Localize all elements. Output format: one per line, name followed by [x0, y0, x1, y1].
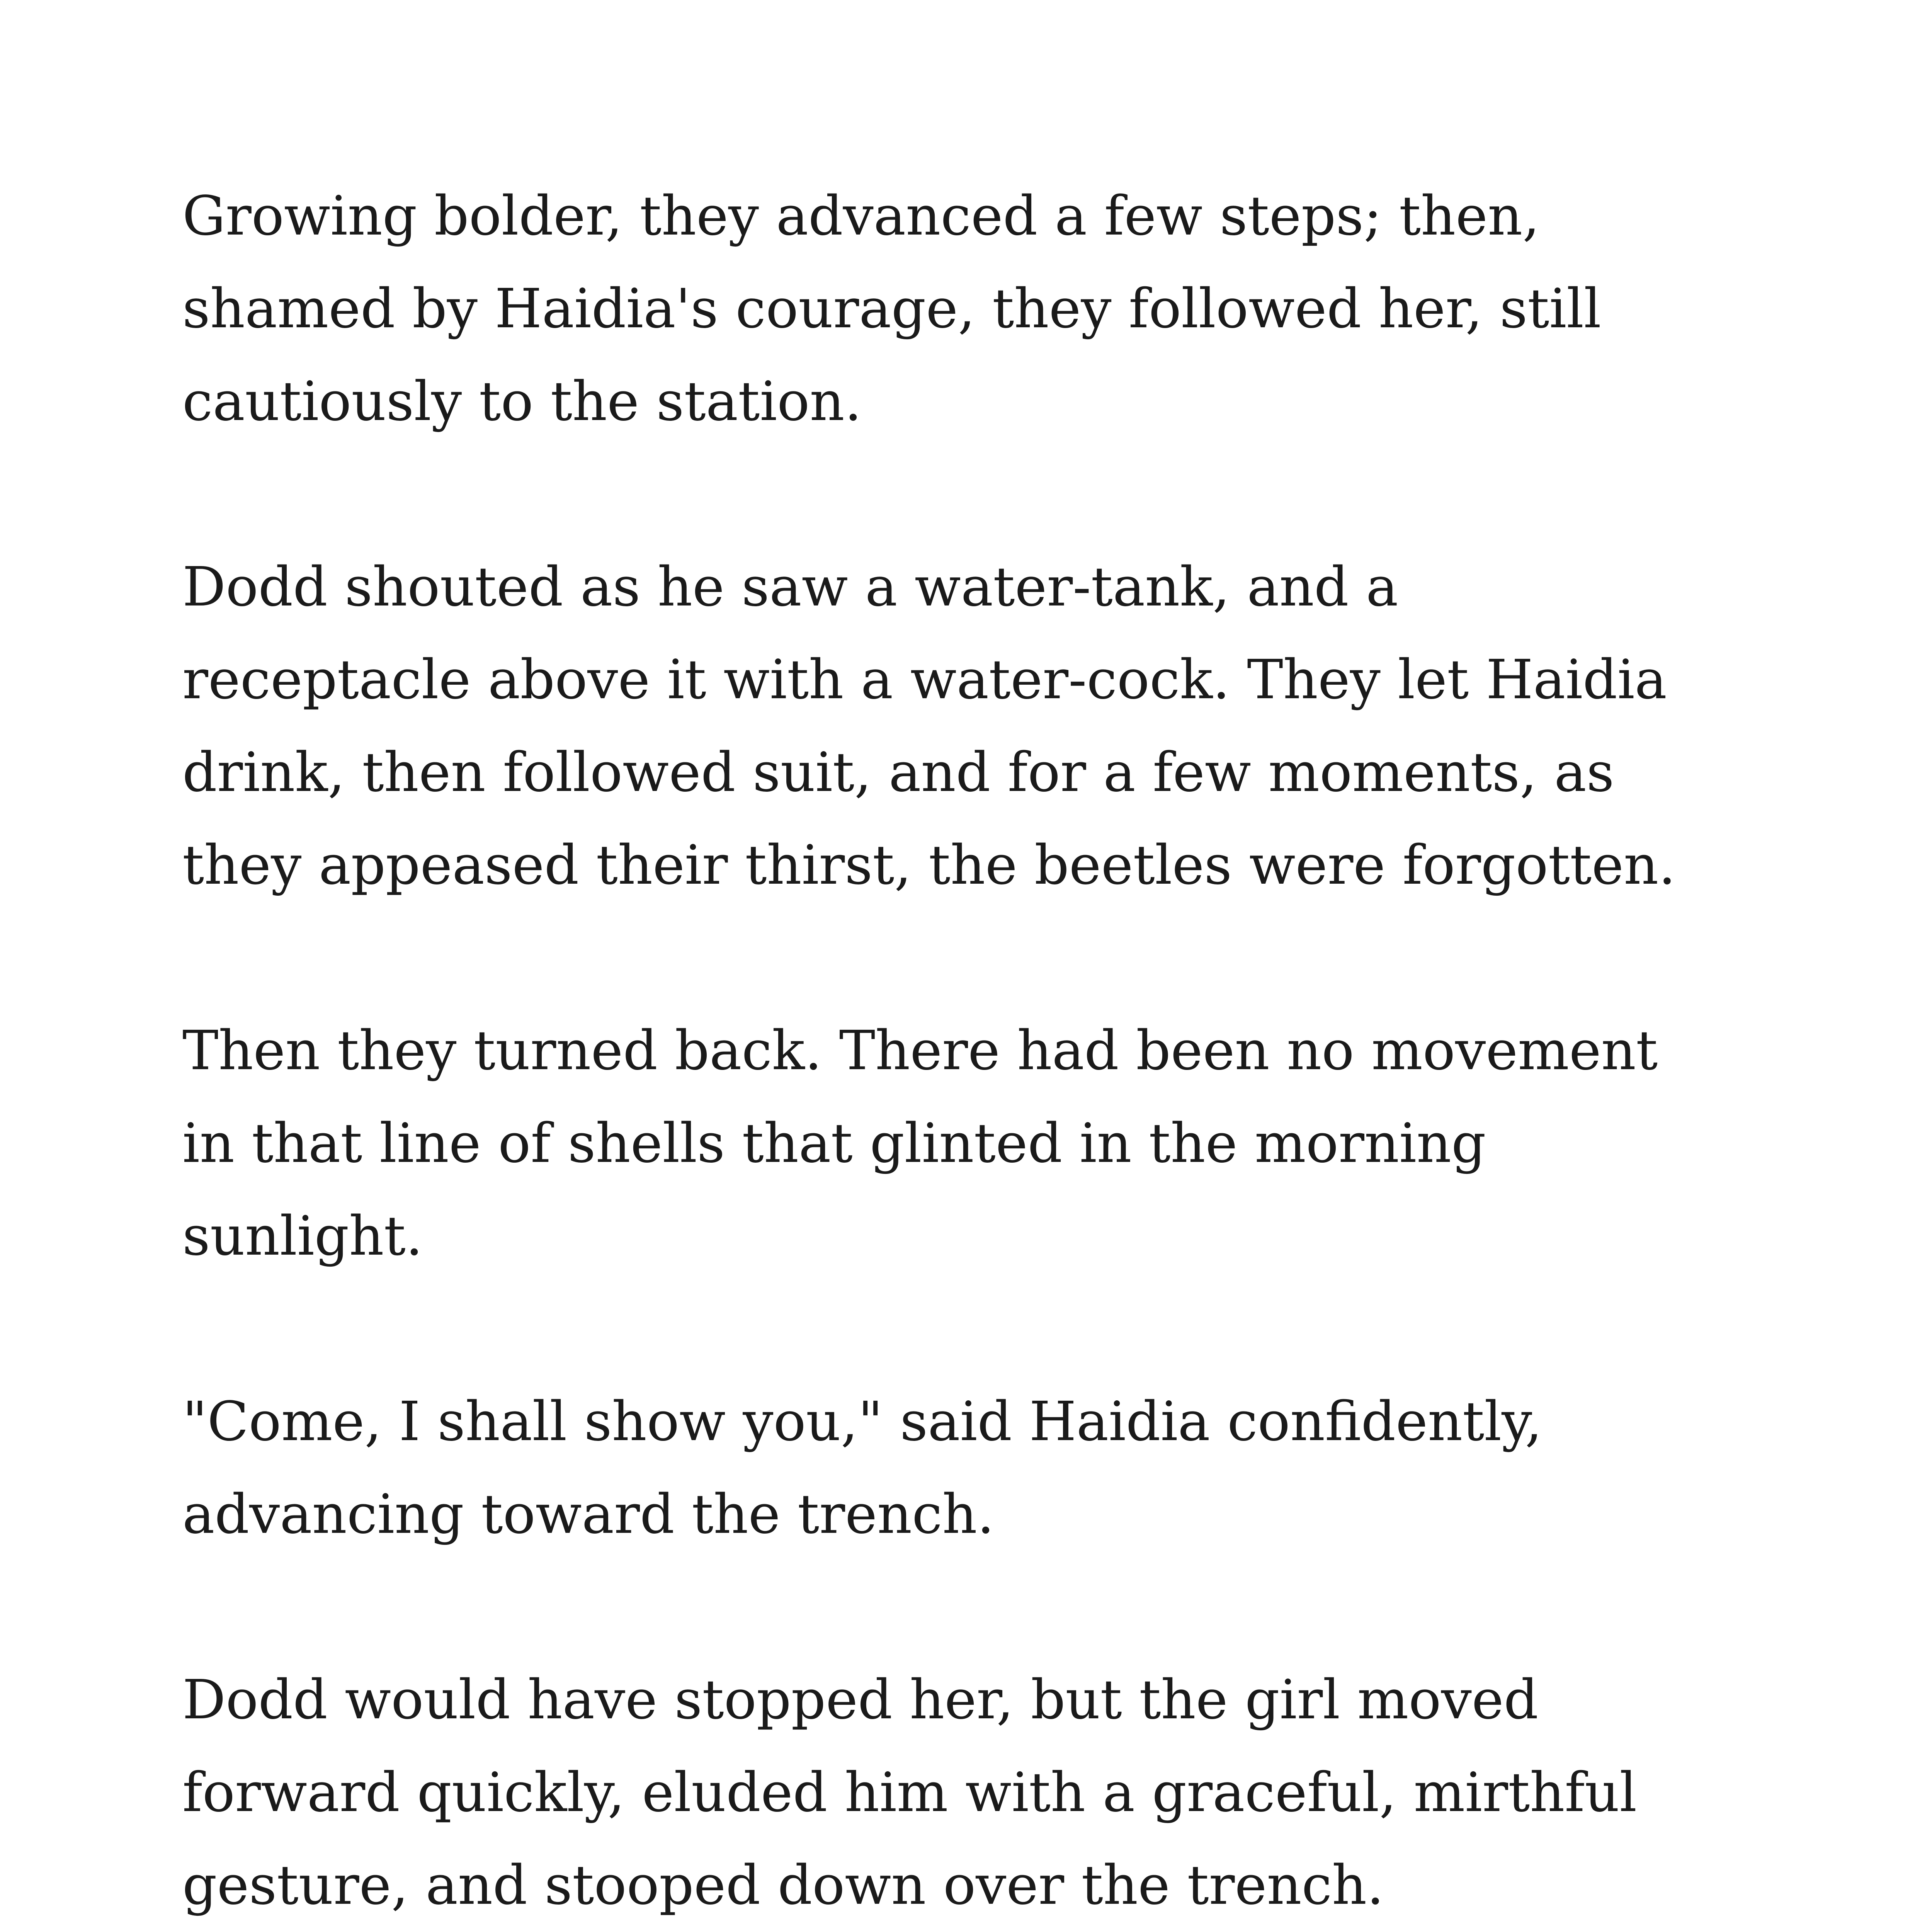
text-line: Then they turned back. There had been no movement [182, 1019, 1658, 1082]
text-line: Dodd shouted as he saw a water-tank, and a [182, 556, 1398, 619]
text-line: "Come, I shall show you," said Haidia confidently, [182, 1390, 1543, 1453]
text-line: receptacle above it with a water-cock. They let Haidia [182, 648, 1667, 711]
paragraph [182, 1376, 1844, 1561]
text-line: gesture, and stooped down over the trench. [182, 1854, 1384, 1917]
text-line: forward quickly, eluded him with a graceful, mirthful [182, 1761, 1637, 1824]
paragraph [182, 1005, 1844, 1283]
paragraph [182, 1654, 1844, 1932]
text-line: Dodd would have stopped her, but the girl moved [182, 1668, 1539, 1731]
paragraph [182, 541, 1844, 912]
paragraph [182, 170, 1844, 448]
text-line: sunlight. [182, 1205, 423, 1268]
text-line: shamed by Haidia's courage, they followed her, still [182, 277, 1601, 340]
body-text [182, 170, 1844, 1932]
text-line: cautiously to the station. [182, 370, 862, 433]
text-line: Growing bolder, they advanced a few steps; then, [182, 185, 1540, 248]
text-line: in that line of shells that glinted in the morning [182, 1112, 1486, 1175]
text-line: drink, then followed suit, and for a few moments, as [182, 741, 1614, 804]
text-line: advancing toward the trench. [182, 1483, 995, 1546]
text-line: they appeased their thirst, the beetles were forgotten. [182, 834, 1676, 897]
